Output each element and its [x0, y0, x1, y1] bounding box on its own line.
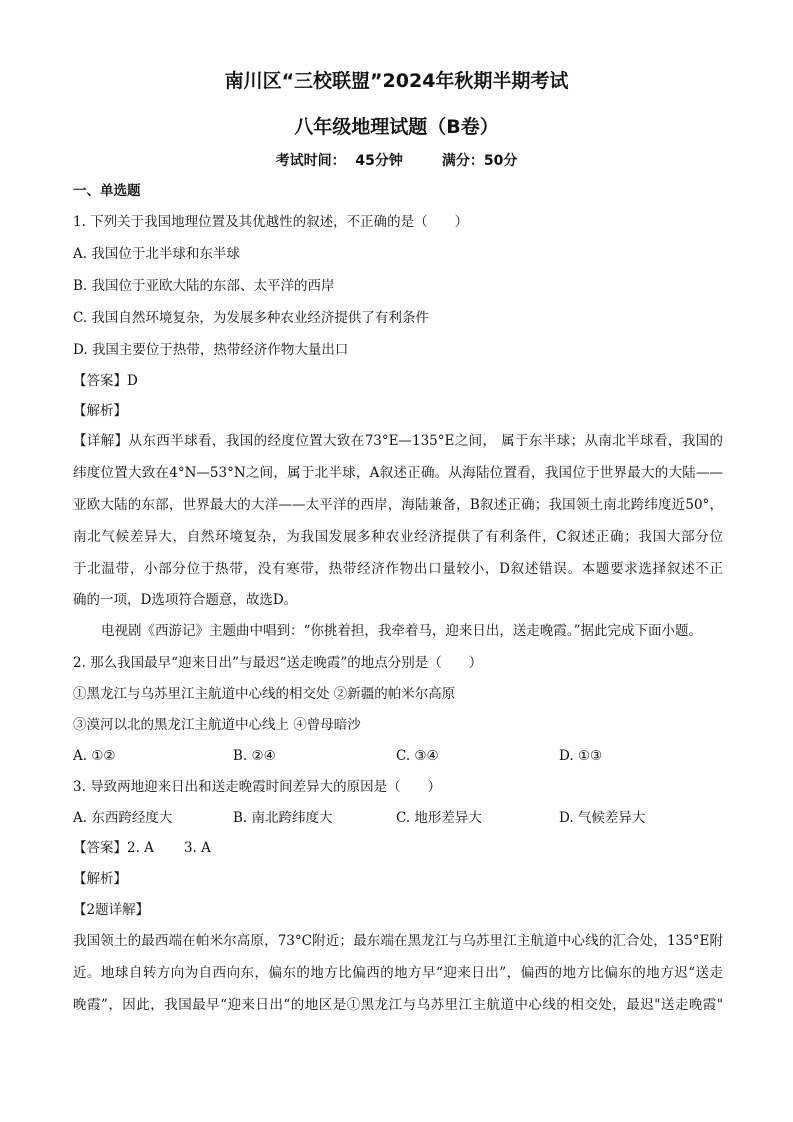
q2-option-c: C. ③④: [396, 748, 439, 764]
analysis-label-2: 【解析】: [73, 871, 127, 887]
exam-meta: 考试时间： 45分钟 满分：50分: [275, 153, 518, 169]
q1-option-a: A. 我国位于北半球和东半球: [73, 246, 240, 262]
q1-option-d: D. 我国主要位于热带，热带经济作物大量出口: [73, 342, 349, 358]
q1-detail-line: 确的一项，D选项符合题意，故选D。: [73, 592, 298, 608]
q2-detail-line: 我国领土的最西端在帕米尔高原，73°C附近；最东端在黑龙江与乌苏里江主航道中心线的汇合处，135°E附: [73, 933, 723, 949]
exam-subtitle: 八年级地理试题（B卷）: [294, 116, 499, 138]
q2-option-d: D. ①③: [559, 748, 603, 764]
q1-detail-line: 【详解】从东西半球看，我国的经度位置大致在73°E—135°E之间， 属于东半球；从南北半球看，我国的: [73, 433, 723, 449]
q2-option-b: B. ②④: [233, 748, 276, 764]
q2-detail-line: 近。地球自转方向为自西向东，偏东的地方比偏西的地方早“迎来日出”，偏西的地方比偏东的地方迟“送走: [73, 965, 723, 981]
q3-option-a: A. 东西跨经度大: [73, 810, 173, 826]
answer-2-3: 【答案】2. A 3. A: [73, 840, 211, 856]
q2-item-line: ③漠河以北的黑龙江主航道中心线上 ④曾母暗沙: [73, 717, 361, 733]
q1-option-c: C. 我国自然环境复杂，为发展多种农业经济提供了有利条件: [73, 310, 429, 326]
exam-title: 南川区“三校联盟”2024年秋期半期考试: [224, 70, 569, 92]
section-heading: 一、单选题: [73, 183, 141, 199]
q2-detail-heading: 【2题详解】: [73, 902, 150, 918]
q1-detail-line: 南北气候差异大，自然环境复杂，为我国发展多种农业经济提供了有利条件，C叙述正确；我国大部分位: [73, 529, 723, 545]
q1-option-b: B. 我国位于亚欧大陆的东部、太平洋的西岸: [73, 278, 335, 294]
q2-detail-line: 晚霞”，因此，我国最早“迎来日出“的地区是①黑龙江与乌苏里江主航道中心线的相交处，最迟"送走晚霞": [73, 997, 723, 1013]
q3-stem: 3. 导致两地迎来日出和送走晚霞时间差异大的原因是（ ）: [73, 779, 442, 795]
q1-detail-line: 于北温带，小部分位于热带，没有寒带，热带经济作物出口量较小，D叙述错误。本题要求选择叙述不正: [73, 561, 723, 577]
q2-option-a: A. ①②: [73, 748, 116, 764]
q3-option-b: B. 南北跨纬度大: [233, 810, 333, 826]
q1-detail-line: 纬度位置大致在4°N—53°N之间，属于北半球，A叙述正确。从海陆位置看，我国位于世界最大的大陆——: [73, 465, 723, 481]
q3-option-d: D. 气候差异大: [559, 810, 646, 826]
passage: 电视剧《西游记》主题曲中唱到：“你挑着担，我牵着马，迎来日出，送走晚霞。”据此完成下面小题。: [101, 623, 703, 639]
q1-answer: 【答案】D: [73, 373, 138, 389]
q1-stem: 1. 下列关于我国地理位置及其优越性的叙述，不正确的是（ ）: [73, 214, 469, 230]
q3-option-c: C. 地形差异大: [396, 810, 482, 826]
q2-stem: 2. 那么我国最早“迎来日出”与最迟“送走晚霞”的地点分别是（ ）: [73, 655, 483, 671]
q1-analysis-label: 【解析】: [73, 403, 127, 419]
q2-item-line: ①黑龙江与乌苏里江主航道中心线的相交处 ②新疆的帕米尔高原: [73, 686, 456, 702]
q1-detail-line: 亚欧大陆的东部，世界最大的大洋——太平洋的西岸，海陆兼备，B叙述正确；我国领土南北跨纬度近50°，: [73, 497, 723, 513]
